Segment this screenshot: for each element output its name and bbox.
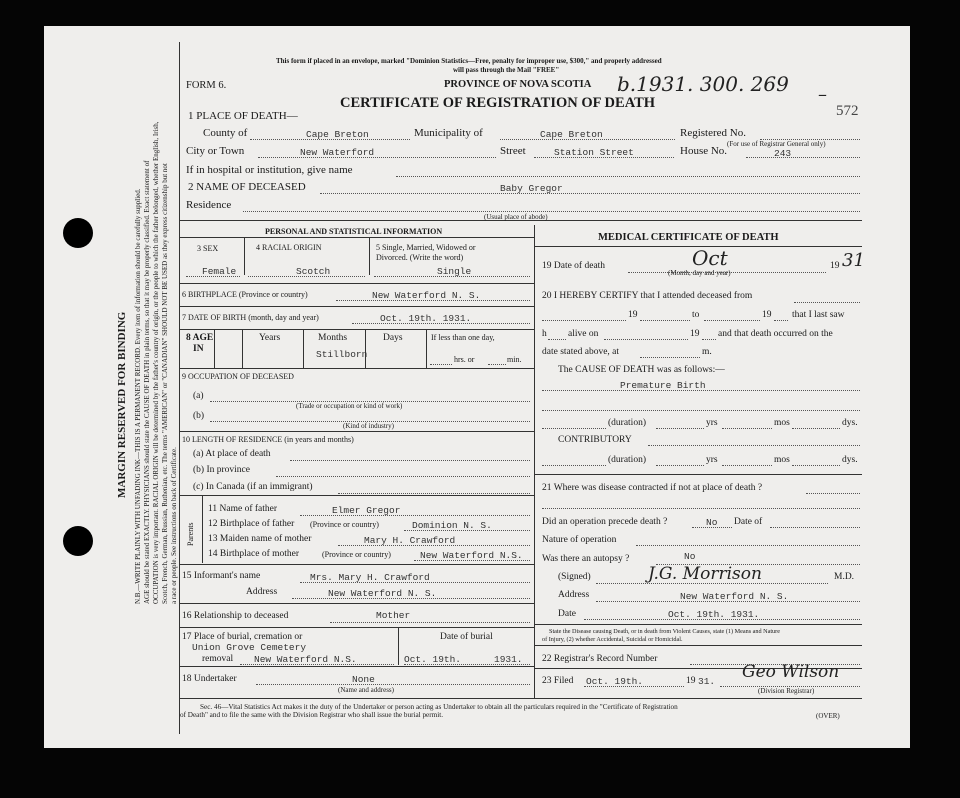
days-label: Days [383,333,403,343]
house-label: House No. [680,145,728,157]
contributory-label: CONTRIBUTORY [558,435,632,445]
disease-contracted-label: 21 Where was disease contracted if not at place of death ? [542,483,763,493]
filed-label: 23 Filed [542,676,574,686]
mother-birthplace-note: (Province or country) [322,550,391,559]
date-above-label: date stated above, at [542,347,620,357]
duration-label-2: (duration) [608,455,646,465]
death-date-note: (Month, day and year) [668,269,731,277]
autopsy-value: No [684,551,696,562]
filed-19: 19 [686,676,696,686]
undertaker-note: (Name and address) [338,686,394,694]
cert-last-saw: that I last saw [792,310,845,320]
occupation-a-note: (Trade or occupation or kind of work) [296,402,403,410]
alive-label: alive on [568,329,599,339]
racial-label: 4 RACIAL ORIGIN [256,243,322,252]
autopsy-label: Was there an autopsy ? [542,554,630,564]
signed-label: (Signed) [558,572,591,582]
registered-label: Registered No. [680,127,746,139]
mail-notice-line2: will pass through the Mail "FREE" [453,66,560,74]
sec46-line1: Sec. 46—Vital Statistics Act makes it the duty of the Undertaker or person acting as Undertaker to obtain all the particulars required in the "Certificate of Registration [200,703,678,711]
years-label: Years [259,333,281,343]
city-label: City or Town [186,145,245,157]
margin-reserved-label: MARGIN RESERVED FOR BINDING [116,311,128,498]
yrs-label-1: yrs [706,418,718,428]
municipality-value: Cape Breton [540,129,603,140]
age-value: Stillborn [316,349,368,360]
residence-c-label: (c) In Canada (if an immigrant) [193,482,313,492]
residence-note: (Usual place of abode) [484,213,548,221]
racial-value: Scotch [296,266,331,277]
duration-label-1: (duration) [608,418,646,428]
informant-address-value: New Waterford N. S. [328,588,437,599]
certify-label: 20 I HEREBY CERTIFY that I attended deceased from [542,291,753,301]
province-name: PROVINCE OF NOVA SCOTIA [444,79,592,90]
physician-address-value: New Waterford N. S. [680,591,789,602]
margin-instruction-3: OCCUPATION is very important. RACIAL ORIGIN will be determined by the father's country of origin, or the people to which the father belonged, whether English, Irish, [152,121,160,604]
margin-instruction-4: Scotch, French, German, Russian, Ruthenian, etc. The terms "AMERICAN" or "CANADIAN" SHOULD NOT BE USED as they express citizenship but not [161,163,169,604]
marital-value: Single [437,266,472,277]
municipality-label: Municipality of [414,127,483,139]
mos-label-1: mos [774,418,790,428]
dob-value: Oct. 19th. 1931. [380,313,472,324]
yrs-label-2: yrs [706,455,718,465]
physician-date-label: Date [558,609,576,619]
page-number: 572 [836,103,859,119]
operation-value: No [706,517,718,528]
street-label: Street [500,145,526,157]
operation-label: Did an operation precede death ? [542,517,668,527]
cause-label: The CAUSE OF DEATH was as follows:— [558,365,725,375]
sex-value: Female [202,266,237,277]
burial-year-value: 1931. [494,654,523,665]
cause-value: Premature Birth [620,380,706,391]
filed-year: 31. [698,676,716,687]
father-birthplace-value: Dominion N. S. [412,520,492,531]
registrar-signature: Geo Wilson [742,662,840,682]
min-label: min. [507,355,522,364]
street-value: Station Street [554,147,634,158]
undertaker-value: None [352,674,375,685]
date-m: m. [702,347,712,357]
death-date-label: 19 Date of death [542,261,606,271]
margin-instruction-2: AGE should be stated EXACTLY. PHYSICIANS should state the CAUSE OF DEATH in plain terms, so that it may be properly classified. Exact statement of [143,160,151,604]
mother-label: 13 Maiden name of mother [208,534,312,544]
residence-label: Residence [186,199,232,211]
sex-label: 3 SEX [197,244,219,253]
death-date-handwritten: Oct [692,246,728,270]
alive-rest: and that death occurred on the [718,329,833,339]
alive-19: 19 [690,329,700,339]
violent-note-1: State the Disease causing Death, or in death from Violent Causes, state (1) Means and Nature [549,628,780,635]
burial-label-2: removal [202,654,234,664]
occupation-b-note: (Kind of industry) [343,422,394,430]
birthplace-label: 6 BIRTHPLACE (Province or country) [182,290,308,299]
registered-note: (For use of Registrar General only) [727,140,826,148]
birthplace-value: New Waterford N. S. [372,290,481,301]
undertaker-label: 18 Undertaker [182,674,237,684]
operation-nature-label: Nature of operation [542,535,617,545]
informant-value: Mrs. Mary H. Crawford [310,572,430,583]
occupation-a-label: (a) [193,391,204,401]
age-label-2: IN [193,344,204,354]
filed-value: Oct. 19th. [586,676,644,687]
death-year-handwritten: 31 [842,250,865,271]
burial-date-label: Date of burial [440,632,493,642]
months-label: Months [318,333,348,343]
mother-birthplace-value: New Waterford N.S. [420,550,523,561]
punch-hole-bottom [63,526,93,556]
cert-to: to [692,310,700,320]
cert-19a: 19 [628,310,638,320]
house-value: 243 [774,148,792,159]
age-label-1: 8 AGE [186,333,214,343]
page-dash: – [818,84,827,105]
place-heading: 1 PLACE OF DEATH— [188,110,298,122]
burial-date-value: Oct. 19th. [404,654,462,665]
registrar-note: (Division Registrar) [758,687,815,695]
mother-birthplace-label: 14 Birthplace of mother [208,549,300,559]
dys-label-1: dys. [842,418,858,428]
hrs-label: hrs. or [454,355,475,364]
mother-value: Mary H. Crawford [364,535,456,546]
marital-label-2: Divorced. (Write the word) [376,253,464,262]
rule-bottom [180,698,862,699]
burial-place-value: Union Grove Cemetery [192,642,307,653]
burial-label-1: 17 Place of burial, cremation or [182,632,303,642]
dob-label: 7 DATE OF BIRTH (month, day and year) [182,313,319,322]
county-value: Cape Breton [306,129,369,140]
margin-rule [179,42,180,734]
occupation-heading: 9 OCCUPATION OF DECEASED [182,372,294,381]
over-label: (OVER) [816,712,840,720]
residence-length-heading: 10 LENGTH OF RESIDENCE (in years and months) [182,435,354,444]
marital-label-1: 5 Single, Married, Widowed or [376,243,476,252]
residence-a-label: (a) At place of death [193,449,271,459]
informant-label: 15 Informant's name [182,571,261,581]
form-number: FORM 6. [186,80,227,91]
physician-signature: J.G. Morrison [648,564,762,584]
informant-address-label: Address [246,587,278,597]
violent-note-2: of Injury, (2) whether Accidental, Suicidal or Homicidal. [542,636,683,643]
registration-number: b.1931. 300. 269 [617,72,789,96]
operation-date-label: Date of [734,517,763,527]
rule-center [534,225,535,698]
relationship-label: 16 Relationship to deceased [182,611,289,621]
personal-heading: PERSONAL AND STATISTICAL INFORMATION [265,227,443,236]
father-value: Elmer Gregor [332,505,401,516]
occupation-b-label: (b) [193,411,205,421]
deceased-heading: 2 NAME OF DECEASED [188,181,306,193]
relationship-value: Mother [376,610,411,621]
hospital-label: If in hospital or institution, give name [186,164,353,176]
residence-b-label: (b) In province [193,465,250,475]
margin-instruction-1: N.B.—WRITE PLAINLY WITH UNFADING INK—THIS IS A PERMANENT RECORD. Every item of information should be carefully supplied. [134,188,142,604]
mail-notice-line1: This form if placed in an envelope, marked "Dominion Statistics—Free, penalty for improper use, $300," and properly addressed [276,57,662,65]
md-label: M.D. [834,572,855,582]
mos-label-2: mos [774,455,790,465]
death-year-prefix: 19 [830,261,840,271]
sec46-line2: of Death" and to file the same with the Division Registrar who shall issue the burial permit. [180,711,444,719]
medical-heading: MEDICAL CERTIFICATE OF DEATH [598,232,779,243]
parents-label: Parents [186,522,195,546]
less-than-day-label: If less than one day, [431,333,495,342]
county-label: County of [203,127,248,139]
city-value: New Waterford [300,147,375,158]
cert-19b: 19 [762,310,772,320]
punch-hole-top [63,218,93,248]
father-label: 11 Name of father [208,504,278,514]
physician-date-value: Oct. 19th. 1931. [668,609,760,620]
physician-address-label: Address [558,590,590,600]
dys-label-2: dys. [842,455,858,465]
father-birthplace-note: (Province or country) [310,520,379,529]
record-number-label: 22 Registrar's Record Number [542,654,658,664]
certificate-title: CERTIFICATE OF REGISTRATION OF DEATH [340,95,656,111]
alive-h: h [542,329,547,339]
burial-town-value: New Waterford N.S. [254,654,357,665]
deceased-name: Baby Gregor [500,183,563,194]
father-birthplace-label: 12 Birthplace of father [208,519,295,529]
margin-instruction-5: a race or people. See instructions on back of Certificate. [170,447,178,604]
